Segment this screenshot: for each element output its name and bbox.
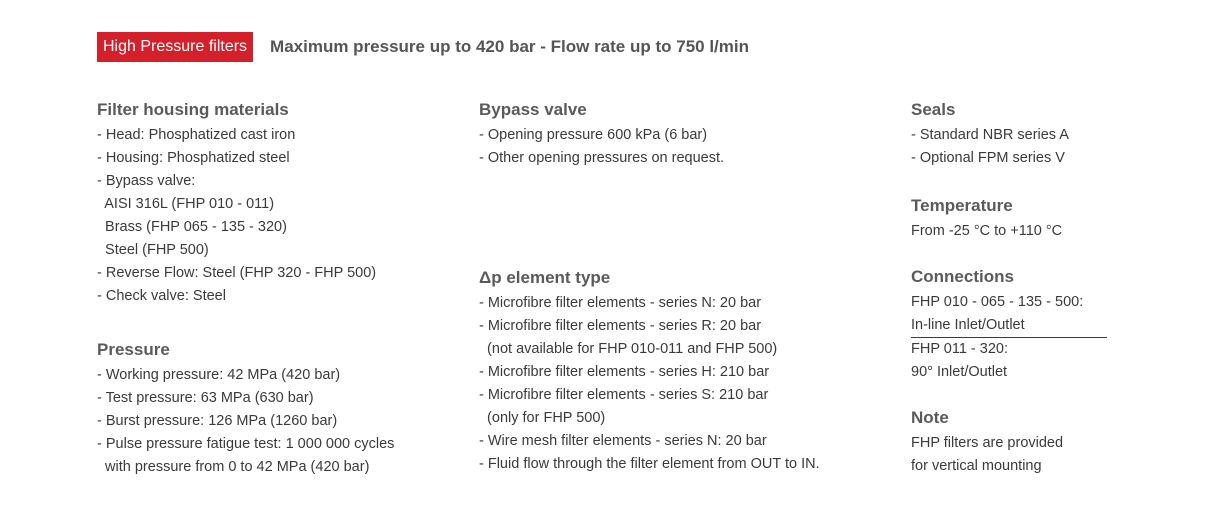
page-header	[97, 32, 749, 62]
section-title: Connections	[911, 267, 1014, 286]
spec-line: Brass (FHP 065 - 135 - 320)	[97, 219, 287, 235]
spec-line: - Test pressure: 63 MPa (630 bar)	[97, 390, 314, 406]
section-title: Seals	[911, 100, 956, 119]
spec-line: - Opening pressure 600 kPa (6 bar)	[479, 127, 708, 143]
spec-line: 90° Inlet/Outlet	[911, 364, 1008, 380]
spec-line: - Microfibre filter elements - series S: 210 bar	[479, 387, 769, 403]
spec-line: FHP 010 - 065 - 135 - 500:	[911, 294, 1084, 310]
spec-line: - Bypass valve:	[97, 173, 196, 189]
section-note	[911, 407, 1063, 478]
spec-line: for vertical mounting	[911, 458, 1042, 474]
page-subtitle: Maximum pressure up to 420 bar - Flow rate up to 750 l/min	[270, 37, 749, 56]
spec-line: - Reverse Flow: Steel (FHP 320 - FHP 500)	[97, 265, 377, 281]
spec-line: Steel (FHP 500)	[97, 242, 209, 258]
spec-line: - Other opening pressures on request.	[479, 150, 725, 166]
spec-line: FHP filters are provided	[911, 435, 1064, 451]
spec-line: - Working pressure: 42 MPa (420 bar)	[97, 367, 341, 383]
section-seals	[911, 99, 1069, 170]
section-title: Pressure	[97, 340, 170, 359]
section-pressure	[97, 339, 394, 479]
spec-line: - Fluid flow through the filter element from OUT to IN.	[479, 456, 820, 472]
spec-line: (not available for FHP 010-011 and FHP 500)	[479, 341, 778, 357]
spec-line: - Microfibre filter elements - series N: 20 bar	[479, 295, 762, 311]
section-title: Note	[911, 408, 949, 427]
section-element-type	[479, 267, 820, 476]
spec-line: (only for FHP 500)	[479, 410, 606, 426]
spec-line: - Head: Phosphatized cast iron	[97, 127, 296, 143]
spec-line: - Burst pressure: 126 MPa (1260 bar)	[97, 413, 338, 429]
section-title: Δp element type	[479, 268, 611, 287]
spec-line: In-line Inlet/Outlet	[911, 314, 1107, 338]
section-connections	[911, 266, 1107, 384]
spec-line: FHP 011 - 320:	[911, 341, 1008, 357]
spec-line: From -25 °C to +110 °C	[911, 223, 1063, 239]
section-housing-materials	[97, 99, 376, 308]
spec-line: AISI 316L (FHP 010 - 011)	[97, 196, 275, 212]
spec-line: - Microfibre filter elements - series R: 20 bar	[479, 318, 762, 334]
spec-line: - Check valve: Steel	[97, 288, 226, 304]
spec-line: - Wire mesh filter elements - series N: 20 bar	[479, 433, 767, 449]
section-bypass-valve	[479, 99, 724, 170]
section-title: Bypass valve	[479, 100, 587, 119]
section-title: Temperature	[911, 196, 1013, 215]
spec-line: - Pulse pressure fatigue test: 1 000 000 cycles	[97, 436, 395, 452]
spec-line: with pressure from 0 to 42 MPa (420 bar)	[97, 459, 370, 475]
section-title: Filter housing materials	[97, 100, 289, 119]
spec-line: - Standard NBR series A	[911, 127, 1069, 143]
spec-line: - Optional FPM series V	[911, 150, 1065, 166]
spec-line: - Microfibre filter elements - series H: 210 bar	[479, 364, 770, 380]
spec-line: - Housing: Phosphatized steel	[97, 150, 290, 166]
section-temperature	[911, 195, 1062, 243]
product-category-badge: High Pressure filters	[97, 32, 253, 62]
